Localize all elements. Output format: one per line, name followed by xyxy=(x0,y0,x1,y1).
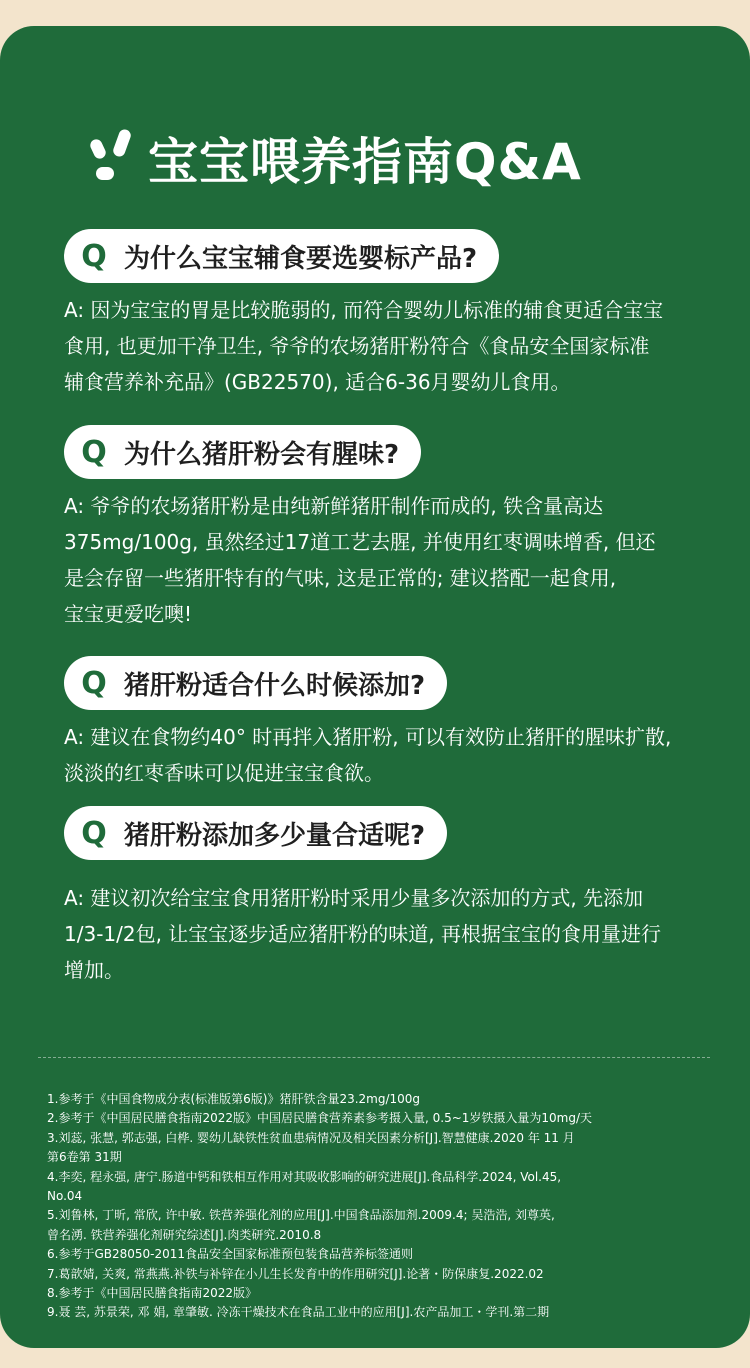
decorative-dots-icon xyxy=(92,123,138,193)
reference-line: 第6卷第 31期 xyxy=(47,1150,122,1165)
q-badge-icon: Q xyxy=(81,434,107,470)
reference-line: 4.李奕, 程永强, 唐宁.肠道中钙和铁相互作用对其吸收影响的研究进展[J].食品科学.2024, Vol.45, xyxy=(47,1169,562,1184)
reference-line: 9.聂 芸, 苏景荣, 邓 娟, 章肇敏. 冷冻干燥技术在食品工业中的应用[J].农产品加工・学刊.第二期 xyxy=(47,1305,550,1320)
answer-line: 淡淡的红枣香味可以促进宝宝食欲。 xyxy=(64,761,384,785)
answer-line: 辅食营养补充品》(GB22570), 适合6-36月婴幼儿食用。 xyxy=(64,370,571,394)
answer-line: 增加。 xyxy=(64,958,124,982)
question-pill-3 xyxy=(64,656,447,710)
q-badge-icon: Q xyxy=(81,238,107,274)
answer-line: A: 因为宝宝的胃是比较脆弱的, 而符合婴幼儿标准的辅食更适合宝宝 xyxy=(64,298,664,322)
reference-line: No.04 xyxy=(47,1189,83,1204)
answer-line: A: 建议在食物约40° 时再拌入猪肝粉, 可以有效防止猪肝的腥味扩散, xyxy=(64,725,672,749)
question-text: 为什么猪肝粉会有腥味? xyxy=(124,439,400,470)
reference-line: 3.刘蕊, 张慧, 郭志强, 白桦. 婴幼儿缺铁性贫血患病情况及相关因素分析[J].智慧健康.2020 年 11 月 xyxy=(47,1130,575,1145)
answer-line: A: 爷爷的农场猪肝粉是由纯新鲜猪肝制作而成的, 铁含量高达 xyxy=(64,494,604,518)
guide-card xyxy=(0,26,750,1348)
question-text: 猪肝粉适合什么时候添加? xyxy=(124,670,426,701)
answer-line: 是会存留一些猪肝特有的气味, 这是正常的; 建议搭配一起食用, xyxy=(64,566,617,590)
references-list xyxy=(47,1090,727,1323)
answer-line: A: 建议初次给宝宝食用猪肝粉时采用少量多次添加的方式, 先添加 xyxy=(64,886,644,910)
answer-line: 1/3-1/2包, 让宝宝逐步适应猪肝粉的味道, 再根据宝宝的食用量进行 xyxy=(64,922,662,946)
answer-block-3 xyxy=(64,719,704,791)
question-pill-2 xyxy=(64,425,421,479)
reference-line: 6.参考于GB28050-2011食品安全国家标准预包装食品营养标签通则 xyxy=(47,1247,414,1262)
header xyxy=(92,122,582,194)
reference-line: 8.参考于《中国居民膳食指南2022版》 xyxy=(47,1286,257,1301)
answer-block-4 xyxy=(64,880,704,988)
answer-line: 375mg/100g, 虽然经过17道工艺去腥, 并使用红枣调味增香, 但还 xyxy=(64,530,656,554)
reference-line: 2.参考于《中国居民膳食指南2022版》中国居民膳食营养素参考摄入量, 0.5~1岁铁摄入量为10mg/天 xyxy=(47,1111,593,1126)
question-text: 为什么宝宝辅食要选婴标产品? xyxy=(124,243,478,274)
answer-block-2 xyxy=(64,488,704,632)
reference-line: 7.葛歆婧, 关爽, 常燕燕.补铁与补锌在小儿生长发育中的作用研究[J].论著・防保康复.2022.02 xyxy=(47,1266,544,1281)
reference-line: 1.参考于《中国食物成分表(标准版第6版)》猪肝铁含量23.2mg/100g xyxy=(47,1092,421,1106)
answer-line: 宝宝更爱吃噢! xyxy=(64,602,193,626)
q-badge-icon: Q xyxy=(81,665,107,701)
page-title: 宝宝喂养指南Q&A xyxy=(148,133,582,191)
question-text: 猪肝粉添加多少量合适呢? xyxy=(124,820,426,851)
reference-line: 5.刘鲁林, 丁昕, 常欣, 许中敏. 铁营养强化剂的应用[J].中国食品添加剂.2009.4; 吴浩浩, 刘尊英, xyxy=(47,1208,555,1223)
question-pill-4 xyxy=(64,806,447,860)
dashed-divider xyxy=(38,1057,710,1058)
answer-block-1 xyxy=(64,292,704,400)
question-pill-1 xyxy=(64,229,499,283)
reference-line: 曾名湧. 铁营养强化剂研究综述[J].肉类研究.2010.8 xyxy=(47,1227,322,1242)
answer-line: 食用, 也更加干净卫生, 爷爷的农场猪肝粉符合《食品安全国家标准 xyxy=(64,334,650,358)
q-badge-icon: Q xyxy=(81,815,107,851)
